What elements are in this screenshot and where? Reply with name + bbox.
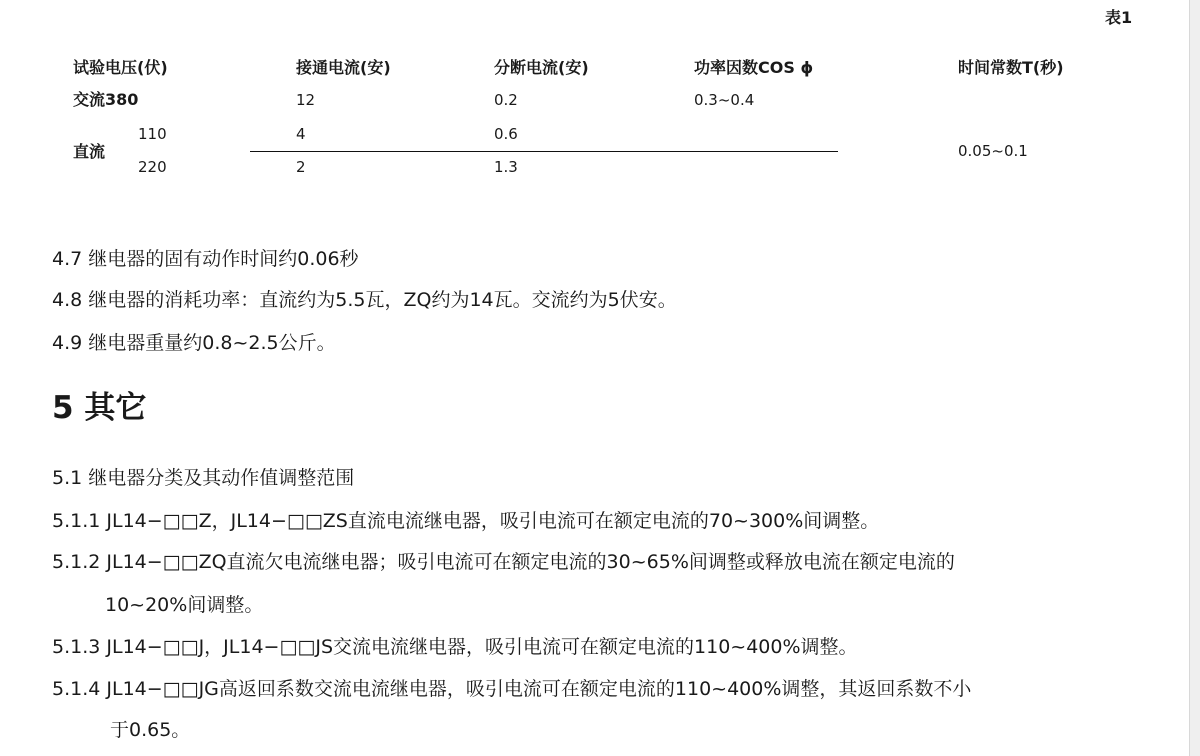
table-cell-dc-label: 直流	[73, 142, 106, 161]
table-header-break-current: 分断电流(安)	[494, 58, 589, 77]
subsection-heading-5-1: 5.1 继电器分类及其动作值调整范围	[52, 467, 355, 489]
table-cell-dc-110-break-current: 0.6	[494, 125, 518, 143]
table-cell-dc-220-voltage: 220	[138, 158, 167, 176]
page-edge	[1189, 0, 1200, 756]
table-cell-dc-220-make-current: 2	[296, 158, 306, 176]
item-5-1-4-continued: 于0.65。	[110, 719, 191, 741]
table-header-time-constant: 时间常数T(秒)	[958, 58, 1064, 77]
item-5-1-2: 5.1.2 JL14−□□ZQ直流欠电流继电器；吸引电流可在额定电流的30~65%间调整或释放电流在额定电流的	[52, 551, 955, 573]
table-header-make-current: 接通电流(安)	[296, 58, 391, 77]
table-header-power-factor: 功率因数COS ϕ	[694, 58, 814, 77]
table-cell-ac-break-current: 0.2	[494, 91, 518, 109]
table-header-test-voltage: 试验电压(伏)	[73, 58, 168, 77]
paragraph-4-7: 4.7 继电器的固有动作时间约0.06秒	[52, 248, 359, 270]
table-cell-ac-power-factor: 0.3~0.4	[694, 91, 755, 109]
paragraph-4-8: 4.8 继电器的消耗功率：直流约为5.5瓦，ZQ约为14瓦。交流约为5伏安。	[52, 289, 677, 311]
table-cell-dc-time-constant: 0.05~0.1	[958, 142, 1028, 160]
table-cell-dc-110-make-current: 4	[296, 125, 306, 143]
section-heading: 5 其它	[52, 390, 147, 426]
item-5-1-2-continued: 10~20%间调整。	[105, 594, 264, 616]
item-5-1-1: 5.1.1 JL14−□□Z，JL14−□□ZS直流电流继电器，吸引电流可在额定电流的70~300%间调整。	[52, 510, 880, 532]
paragraph-4-9: 4.9 继电器重量约0.8~2.5公斤。	[52, 332, 336, 354]
table-cell-dc-220-break-current: 1.3	[494, 158, 518, 176]
table-cell-dc-110-voltage: 110	[138, 125, 167, 143]
table-cell-ac-voltage: 交流380	[73, 90, 139, 109]
table-cell-ac-make-current: 12	[296, 91, 316, 109]
table-divider-line	[250, 151, 838, 152]
table-label: 表1	[1105, 8, 1133, 27]
item-5-1-4: 5.1.4 JL14−□□JG高返回系数交流电流继电器，吸引电流可在额定电流的110~400%调整，其返回系数不小	[52, 678, 972, 700]
item-5-1-3: 5.1.3 JL14−□□J，JL14−□□JS交流电流继电器，吸引电流可在额定电流的110~400%调整。	[52, 636, 858, 658]
